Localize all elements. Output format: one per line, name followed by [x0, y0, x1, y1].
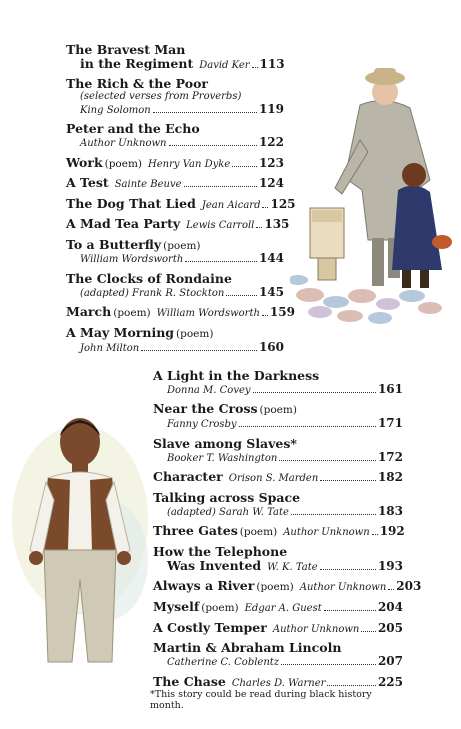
entry-note: (poem) [113, 307, 151, 320]
leader-dots [141, 350, 257, 351]
entry-author: John Milton [80, 342, 140, 354]
entry-page: 159 [269, 305, 295, 320]
leader-dots [320, 569, 376, 570]
man-and-child-drawing [290, 60, 455, 330]
entry-title: Myself [153, 598, 200, 614]
entry-page: 205 [377, 620, 403, 635]
toc-entry[interactable] [153, 470, 403, 484]
toc-entry[interactable] [153, 545, 403, 573]
leader-dots [388, 589, 394, 590]
entry-title: The Chase [153, 673, 226, 689]
leader-dots [252, 67, 258, 68]
toc-entry[interactable] [66, 43, 284, 71]
entry-page: 182 [377, 470, 403, 485]
entry-author: Author Unknown [299, 582, 387, 594]
entry-page: 225 [377, 674, 403, 689]
toc-entry[interactable] [66, 272, 284, 299]
entry-title: The Dog That Lied [66, 195, 196, 211]
entry-title: A May Morning [66, 324, 175, 340]
entry-note: (poem) [201, 601, 239, 614]
entry-author: Author Unknown [283, 526, 370, 538]
entry-author: David Ker [199, 60, 250, 71]
entry-page: 125 [270, 196, 296, 211]
entry-page: 204 [377, 599, 403, 614]
entry-note: (poem) [176, 327, 214, 340]
toc-entry[interactable] [66, 326, 284, 354]
entry-title: To a Butterfly [66, 236, 162, 252]
entry-author: Sainte Beuve [114, 179, 182, 191]
toc-left-column [66, 42, 296, 360]
leader-dots [291, 514, 376, 515]
entry-note: (poem) [256, 581, 294, 594]
entry-author: William Wordsworth [156, 308, 260, 320]
entry-page: 145 [258, 284, 284, 299]
toc-entry[interactable] [66, 195, 296, 211]
leader-dots [184, 186, 257, 187]
leader-dots [372, 534, 378, 535]
leader-dots [324, 610, 376, 611]
entry-author: Booker T. Washington [167, 452, 278, 464]
toc-entry[interactable] [66, 176, 284, 190]
boy-drawing [8, 400, 153, 670]
toc-entry[interactable] [153, 641, 403, 668]
entry-author: Orison S. Marden [228, 473, 319, 485]
entry-title: Near the Cross [153, 401, 258, 417]
toc-entry[interactable] [153, 402, 403, 430]
entry-title: A Mad Tea Party [66, 216, 181, 232]
leader-dots [262, 315, 268, 316]
entry-note: (poem) [104, 157, 143, 170]
entry-page: 171 [377, 416, 403, 431]
leader-dots [320, 480, 376, 481]
toc-entry[interactable] [153, 600, 403, 615]
entry-title: Work [66, 154, 103, 170]
entry-author: Edgar A. Guest [244, 602, 322, 614]
entry-title: How the Telephone [153, 543, 288, 559]
leader-dots [327, 685, 376, 686]
entry-title: Talking across Space [153, 489, 301, 505]
entry-author: Author Unknown [272, 623, 360, 635]
entry-title: Slave among Slaves* [153, 435, 297, 451]
leader-dots [262, 207, 268, 208]
entry-title: The Rich & the Poor [66, 76, 209, 92]
entry-title: A Light in the Darkness [153, 368, 320, 383]
entry-author: Henry Van Dyke [148, 158, 231, 170]
entry-page: 123 [258, 155, 284, 170]
leader-dots [279, 460, 376, 461]
entry-page: 183 [377, 503, 403, 518]
entry-title: A Test [66, 175, 109, 191]
entry-page: 160 [258, 339, 284, 354]
leader-dots [239, 426, 376, 427]
entry-page: 122 [258, 135, 284, 150]
entry-page: 193 [377, 558, 403, 573]
leader-dots [153, 112, 257, 113]
entry-title: Always a River [153, 578, 255, 594]
entry-author: W. K. Tate [267, 561, 318, 573]
entry-author: Donna M. Covey [167, 385, 251, 396]
illustration-boy [8, 400, 153, 670]
toc-entry[interactable] [66, 156, 284, 171]
leader-dots [281, 664, 376, 665]
toc-entry[interactable] [153, 437, 403, 464]
entry-author: Catherine C. Coblentz [167, 657, 280, 669]
entry-page: 172 [377, 449, 403, 464]
entry-title: The Clocks of Rondaine [66, 270, 232, 286]
leader-dots [253, 392, 376, 393]
entry-title: A Costly Temper [153, 619, 267, 635]
toc-right-column [153, 368, 422, 695]
illustration-man-and-child [290, 60, 455, 330]
entry-author: Charles D. Warner [231, 677, 326, 689]
entry-author: Fanny Crosby [167, 419, 237, 431]
footnote: *This story could be read during black history month. [150, 689, 372, 711]
toc-entry[interactable] [66, 122, 284, 149]
leader-dots [361, 631, 376, 632]
entry-title: Peter and the Echo [66, 121, 200, 137]
entry-title: Was Invented [167, 557, 262, 573]
toc-entry[interactable] [66, 238, 284, 266]
entry-note: (poem) [239, 525, 278, 538]
toc-entry[interactable] [153, 675, 403, 689]
toc-entry[interactable] [153, 578, 422, 594]
entry-note: (poem) [259, 404, 297, 417]
entry-author: Author Unknown [80, 138, 167, 150]
toc-entry[interactable] [153, 524, 403, 539]
entry-author: William Wordsworth [80, 254, 184, 266]
entry-title: Character [153, 469, 223, 485]
entry-page: 119 [258, 101, 284, 116]
entry-title: March [66, 304, 112, 320]
leader-dots [185, 261, 257, 262]
toc-entry[interactable] [153, 621, 403, 635]
entry-page: 113 [259, 57, 285, 71]
leader-dots [232, 166, 257, 167]
entry-title: in the Regiment [80, 56, 194, 71]
toc-entry[interactable] [153, 369, 403, 396]
toc-entry[interactable] [66, 216, 290, 232]
entry-page: 207 [377, 654, 403, 669]
entry-title: The Bravest Man [66, 42, 186, 57]
leader-dots [256, 227, 262, 228]
entry-title: Martin & Abraham Lincoln [153, 640, 342, 656]
entry-author: Jean Aicard [201, 199, 261, 211]
entry-note: (poem) [163, 239, 201, 252]
entry-page: 203 [396, 579, 422, 594]
entry-page: 192 [379, 523, 405, 538]
entry-author: (adapted) Frank R. Stockton [80, 287, 225, 299]
entry-author: Lewis Carroll [186, 220, 255, 232]
leader-dots [226, 295, 257, 296]
toc-entry[interactable] [153, 491, 403, 518]
toc-entry[interactable] [66, 77, 284, 116]
entry-author: King Solomon [80, 104, 151, 116]
entry-page: 135 [264, 217, 290, 232]
entry-subnote: (selected verses from Proverbs) [80, 91, 242, 103]
entry-page: 124 [258, 176, 284, 191]
toc-entry[interactable] [66, 304, 295, 320]
entry-page: 144 [258, 251, 284, 266]
entry-title: Three Gates [153, 522, 238, 538]
leader-dots [169, 145, 257, 146]
entry-author: (adapted) Sarah W. Tate [167, 506, 289, 518]
entry-page: 161 [377, 382, 403, 396]
